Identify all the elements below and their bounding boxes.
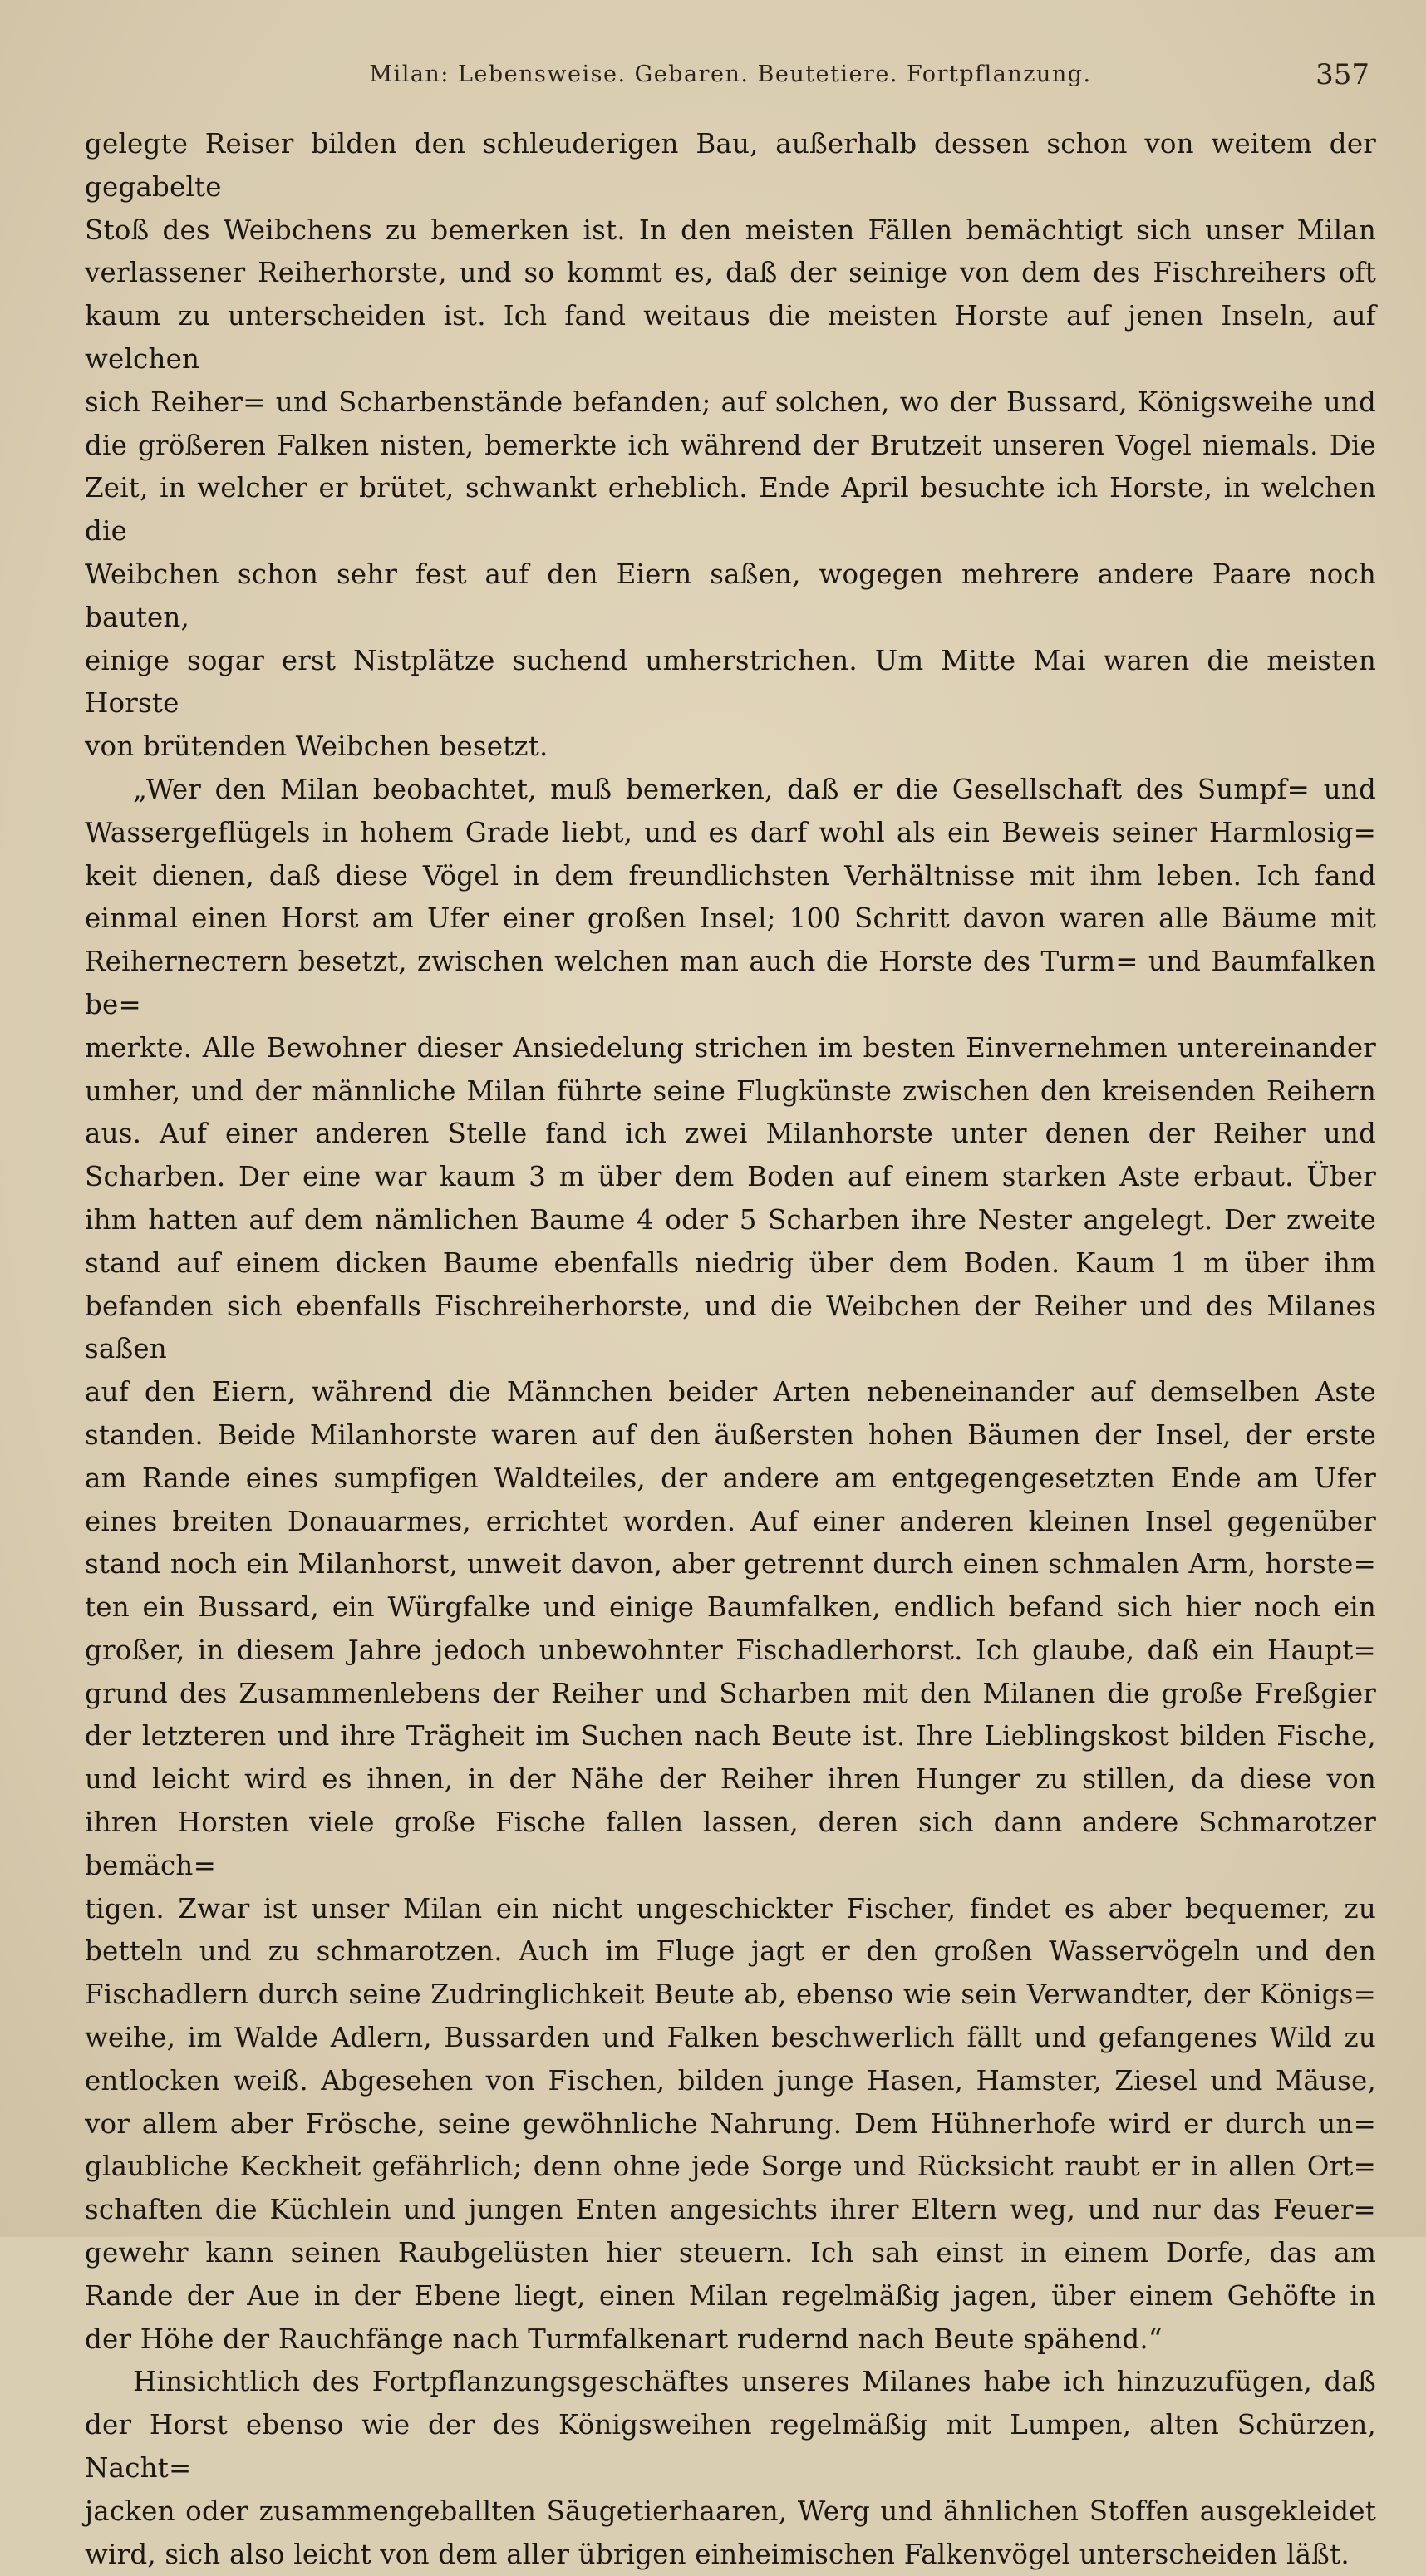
text-line: Zeit, in welcher er brütet, schwankt erheblich. Ende April besuchte ich Horste, in welchen die — [85, 472, 1376, 548]
text-line: gewehr kann seinen Raubgelüsten hier steuern. Ich sah einst in einem Dorfe, das am — [85, 2237, 1376, 2269]
paragraph — [85, 123, 1376, 769]
text-line: die größeren Falken nisten, bemerkte ich während der Brutzeit unseren Vogel niemals. Die — [85, 429, 1376, 461]
text-line: stand auf einem dicken Baume ebenfalls niedrig über dem Boden. Kaum 1 m über ihm — [85, 1246, 1376, 1279]
text-line: Scharben. Der eine war kaum 3 m über dem Boden auf einem starken Aste erbaut. Über — [85, 1161, 1376, 1193]
text-line: einmal einen Horst am Ufer einer großen Insel; 100 Schritt davon waren alle Bäume mit — [85, 902, 1376, 935]
text-line: auf den Eiern, während die Männchen beider Arten nebeneinander auf demselben Aste — [85, 1376, 1376, 1408]
text-line: standen. Beide Milanhorste waren auf den äußersten hohen Bäumen der Insel, der erste — [85, 1418, 1376, 1451]
text-line: vor allem aber Frösche, seine gewöhnliche Nahrung. Dem Hühnerhofe wird er durch un= — [85, 2107, 1376, 2140]
text-line: befanden sich ebenfalls Fischreiherhorste, und die Weibchen der Reiher und des Milanes saßen — [85, 1290, 1376, 1365]
text-line: der Horst ebenso wie der des Königsweihen regelmäßig mit Lumpen, alten Schürzen, Nacht= — [85, 2409, 1376, 2485]
running-head: Milan: Lebensweise. Gebaren. Beutetiere. Fortpflanzung. — [369, 61, 1092, 87]
paragraph — [85, 2361, 1376, 2576]
text-line: merkte. Alle Bewohner dieser Ansiedelung strichen im besten Einvernehmen untereinander — [85, 1031, 1376, 1064]
text-line: weihe, im Walde Adlern, Bussarden und Falken beschwerlich fällt und gefangenes Wild zu — [85, 2022, 1376, 2054]
text-line: am Rande eines sumpfigen Waldteiles, der andere am entgegengesetzten Ende am Ufer — [85, 1462, 1376, 1494]
body-text — [85, 123, 1376, 2576]
text-line: grund des Zusammenlebens der Reiher und Scharben mit den Milanen die große Freßgier — [85, 1677, 1376, 1709]
text-line: aus. Auf einer anderen Stelle fand ich zwei Milanhorste unter denen der Reiher und — [85, 1118, 1376, 1150]
text-line: glaubliche Keckheit gefährlich; denn ohne jede Sorge und Rücksicht raubt er in allen Ort= — [85, 2151, 1376, 2183]
text-line: umher, und der männliche Milan führte seine Flugkünste zwischen den kreisenden Reihern — [85, 1074, 1376, 1107]
page-header — [85, 58, 1376, 100]
text-line: betteln und zu schmarotzen. Auch im Fluge jagt er den großen Wasservögeln und den — [85, 1935, 1376, 1968]
text-line: Wassergeflügels in hohem Grade liebt, und es darf wohl als ein Beweis seiner Harmlosig= — [85, 816, 1376, 848]
text-line: Rande der Aue in der Ebene liegt, einen Milan regelmäßig jagen, über einem Gehöfte in — [85, 2279, 1376, 2312]
text-line: ihm hatten auf dem nämlichen Baume 4 oder 5 Scharben ihre Nester angelegt. Der zweite — [85, 1203, 1376, 1236]
text-line: stand noch ein Milanhorst, unweit davon, aber getrennt durch einen schmalen Arm, horste= — [85, 1548, 1376, 1581]
text-line: ihren Horsten viele große Fische fallen lassen, deren sich dann andere Schmarotzer bemäch= — [85, 1807, 1376, 1881]
text-line: „Wer den Milan beobachtet, muß bemerken, daß er die Gesellschaft des Sumpf= und — [133, 773, 1376, 805]
text-line: jacken oder zusammengeballten Säugetierhaaren, Werg und ähnlichen Stoffen ausgekleidet — [85, 2495, 1376, 2527]
page-number: 357 — [1315, 58, 1369, 91]
text-line: Stoß des Weibchens zu bemerken ist. In den meisten Fällen bemächtigt sich unser Milan — [85, 214, 1376, 246]
text-line: gelegte Reiser bilden den schleuderigen Bau, außerhalb dessen schon von weitem der gegabelte — [85, 128, 1376, 203]
text-line: eines breiten Donauarmes, errichtet worden. Auf einer anderen kleinen Insel gegenüber — [85, 1505, 1376, 1537]
text-line: Weibchen schon sehr fest auf den Eiern saßen, wogegen mehrere andere Paare noch bauten, — [85, 558, 1376, 633]
text-line: der letzteren und ihre Trägheit im Suchen nach Beute ist. Ihre Lieblingskost bilden Fische, — [85, 1720, 1376, 1753]
text-line: ten ein Bussard, ein Würgfalke und einige Baumfalken, endlich befand sich hier noch ein — [85, 1591, 1376, 1624]
text-line: der Höhe der Rauchfänge nach Turmfalkenart rudernd nach Beute spähend.“ — [85, 2323, 1163, 2355]
text-line: von brütenden Weibchen besetzt. — [85, 730, 548, 763]
text-line: keit dienen, daß diese Vögel in dem freundlichsten Verhältnisse mit ihm leben. Ich fand — [85, 859, 1376, 892]
text-line: wird, sich also leicht von dem aller übrigen einheimischen Falkenvögel unterscheiden läßt. — [85, 2538, 1350, 2570]
text-line: schaften die Küchlein und jungen Enten angesichts ihrer Eltern weg, und nur das Feuer= — [85, 2194, 1376, 2226]
text-line: einige sogar erst Nistplätze suchend umherstrichen. Um Mitte Mai waren die meisten Horste — [85, 644, 1376, 720]
text-line: Reiherneстern besetzt, zwischen welchen man auch die Horste des Turm= und Baumfalken be= — [85, 946, 1376, 1020]
text-line: tigen. Zwar ist unser Milan ein nicht ungeschickter Fischer, findet es aber bequemer, zu — [85, 1892, 1376, 1925]
text-line: und leicht wird es ihnen, in der Nähe der Reiher ihren Hunger zu stillen, da diese von — [85, 1763, 1376, 1796]
text-line: Fischadlern durch seine Zudringlichkeit Beute ab, ebenso wie sein Verwandter, der Königs= — [85, 1979, 1376, 2011]
text-line: Hinsichtlich des Fortpflanzungsgeschäftes unseres Milanes habe ich hinzuzufügen, daß — [133, 2366, 1376, 2398]
text-line: verlassener Reiherhorste, und so kommt es, daß der seinige von dem des Fischreihers oft — [85, 257, 1376, 289]
text-line: entlocken weiß. Abgesehen von Fischen, bilden junge Hasen, Hamster, Ziesel und Mäuse, — [85, 2064, 1376, 2097]
text-line: sich Reiher= und Scharbenstände befanden; auf solchen, wo der Bussard, Königsweihe und — [85, 386, 1376, 418]
paragraph — [85, 769, 1376, 2361]
text-line: kaum zu unterscheiden ist. Ich fand weitaus die meisten Horste auf jenen Inseln, auf welchen — [85, 300, 1376, 375]
text-line: großer, in diesem Jahre jedoch unbewohnter Fischadlerhorst. Ich glaube, daß ein Haupt= — [85, 1634, 1376, 1666]
